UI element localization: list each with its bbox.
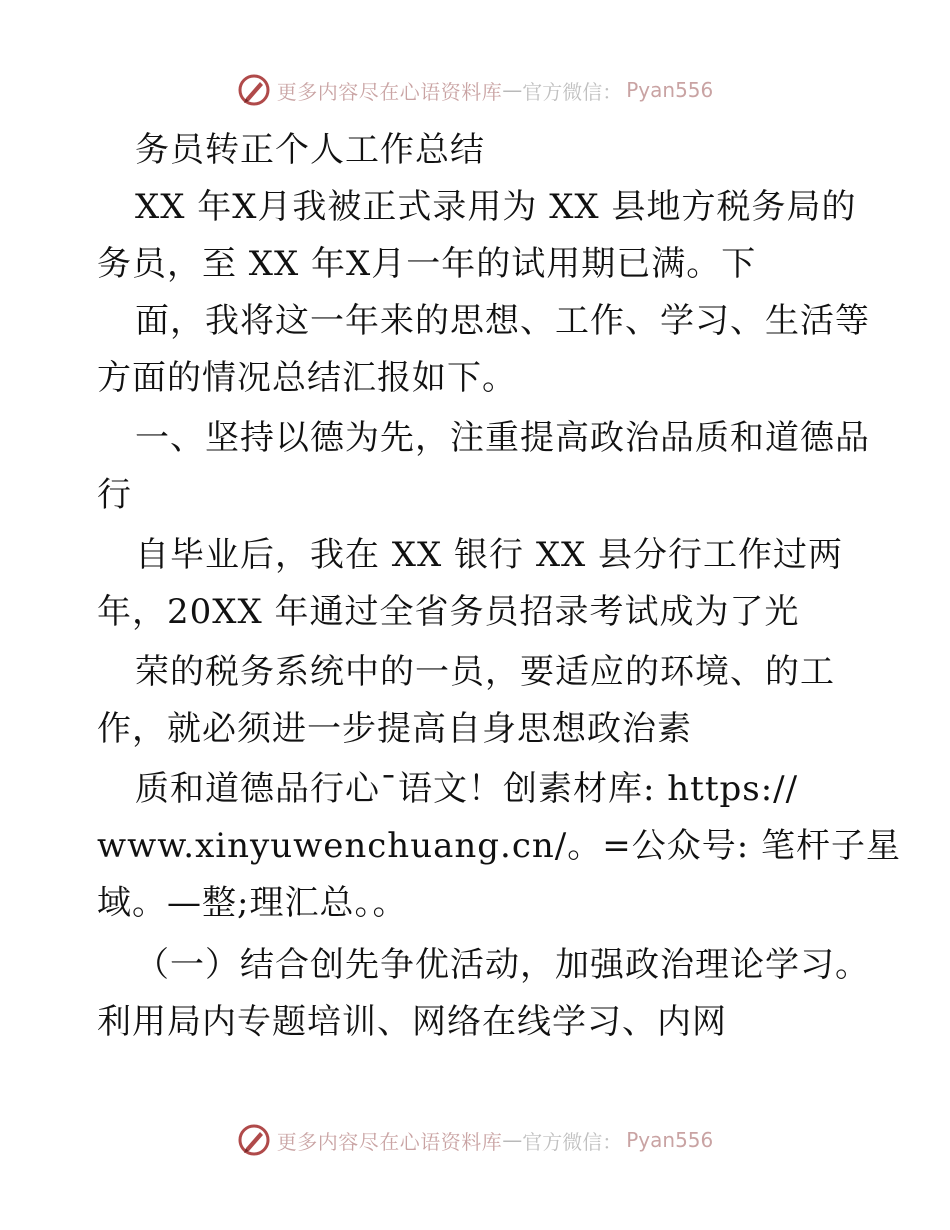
paragraph-line: 作，就必须进一步提高自身思想政治素 bbox=[97, 709, 692, 749]
footer-banner bbox=[0, 1120, 950, 1160]
paragraph-line: 荣的税务系统中的一员，要适应的环境、的工 bbox=[135, 652, 835, 692]
paragraph-line: XX 年X月我被正式录用为 XX 县地方税务局的 bbox=[135, 187, 857, 227]
banner-separator: — bbox=[502, 78, 523, 102]
pen-logo-icon bbox=[237, 73, 271, 107]
paragraph-line: 方面的情况总结汇报如下。 bbox=[97, 358, 517, 398]
banner-text: 更多内容尽在心语资料库 bbox=[276, 1129, 503, 1154]
section-heading-continued: 行 bbox=[97, 475, 132, 515]
paragraph-line: 利用局内专题培训、网络在线学习、内网 bbox=[97, 1002, 727, 1042]
paragraph-line: 面，我将这一年来的思想、工作、学习、生活等 bbox=[135, 301, 870, 341]
banner-wechat-id: Pyan556 bbox=[626, 78, 714, 102]
pen-logo-icon bbox=[237, 1123, 271, 1157]
paragraph-line: 质和道德品行心¯语文！创素材库: https:// bbox=[135, 769, 799, 809]
paragraph-line: 域。—整;理汇总。。 bbox=[97, 883, 408, 923]
banner-wechat-id: Pyan556 bbox=[626, 1128, 714, 1152]
paragraph-line: www.xinyuwenchuang.cn/。=公众号: 笔杆子星 bbox=[97, 826, 901, 866]
banner-wechat-label: 官方微信： bbox=[522, 1129, 623, 1154]
banner-separator: — bbox=[502, 1128, 523, 1152]
header-banner bbox=[0, 70, 950, 110]
document-title: 务员转正个人工作总结 bbox=[135, 130, 485, 170]
paragraph-line: 务员，至 XX 年X月一年的试用期已满。下 bbox=[97, 244, 757, 284]
subsection-heading: （一）结合创先争优活动，加强政治理论学习。 bbox=[135, 945, 870, 985]
banner-wechat-label: 官方微信： bbox=[522, 79, 623, 104]
section-heading: 一、坚持以德为先，注重提高政治品质和道德品 bbox=[135, 418, 870, 458]
banner-text: 更多内容尽在心语资料库 bbox=[276, 79, 503, 104]
paragraph-line: 年，20XX 年通过全省务员招录考试成为了光 bbox=[97, 592, 800, 632]
paragraph-line: 自毕业后，我在 XX 银行 XX 县分行工作过两 bbox=[135, 535, 844, 575]
